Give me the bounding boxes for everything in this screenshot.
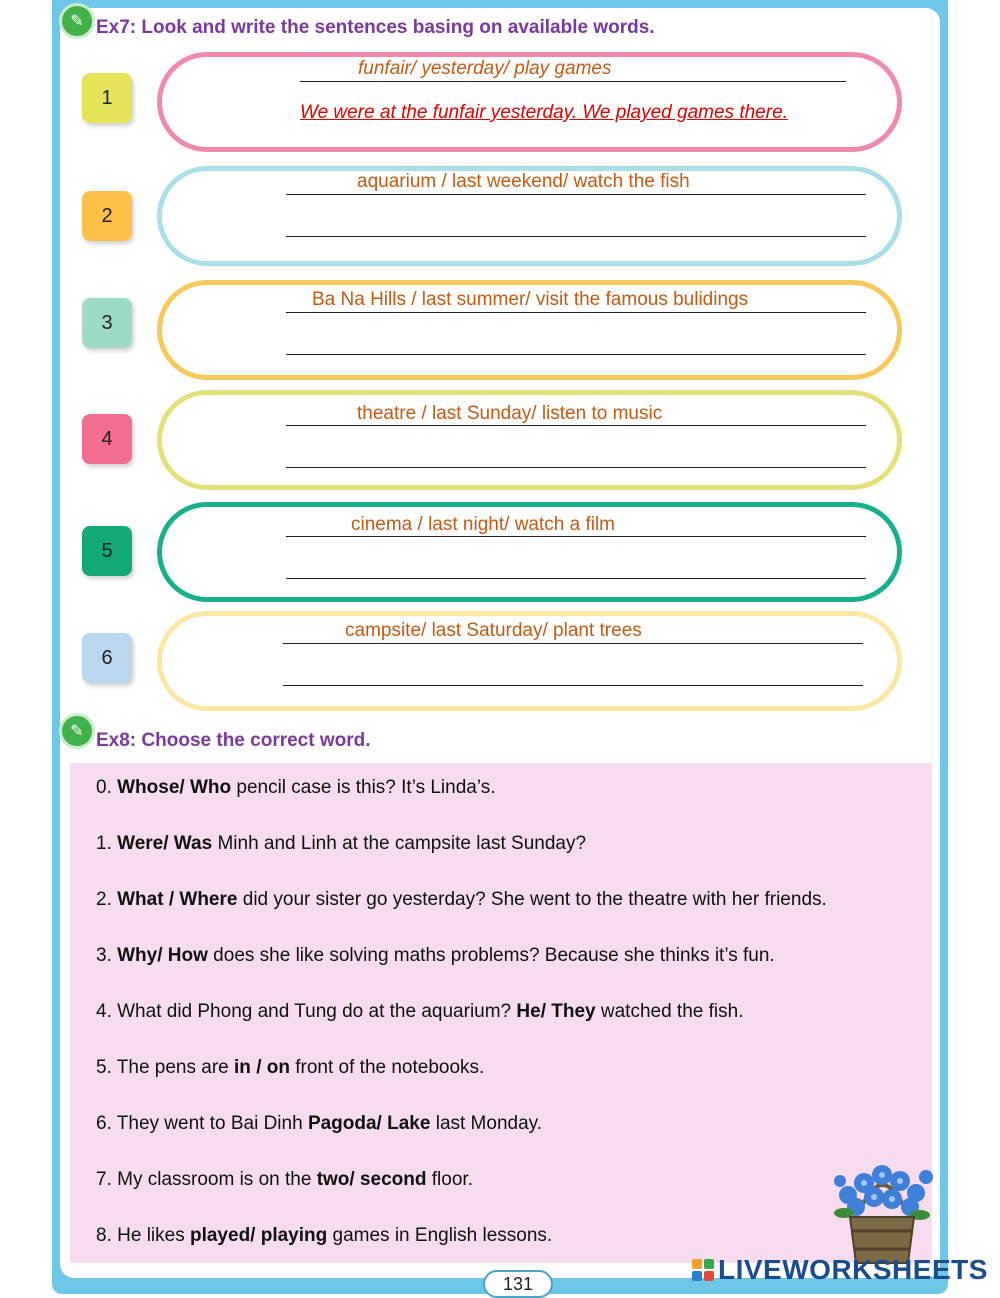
answer-line: [286, 425, 866, 426]
brand-name: LIVEWORKSHEETS: [718, 1254, 988, 1285]
question-item[interactable]: 4. What did Phong and Tung do at the aquarium? He/ They watched the fish.: [96, 1001, 744, 1022]
answer-input-line[interactable]: [286, 236, 866, 237]
item-number-badge: 4: [82, 414, 132, 464]
answer-line: [300, 81, 846, 82]
question-item[interactable]: 8. He likes played/ playing games in English lessons.: [96, 1225, 553, 1246]
item-number-badge: 2: [82, 191, 132, 241]
page-number: 131: [483, 1270, 553, 1298]
exercise-icon: ✎: [62, 716, 92, 746]
hint-text: funfair/ yesterday/ play games: [358, 58, 612, 79]
hint-text: Ba Na Hills / last summer/ visit the famous bulidings: [312, 289, 749, 310]
question-item[interactable]: 2. What / Where did your sister go yesterday? She went to the theatre with her friends.: [96, 889, 827, 910]
question-item[interactable]: 6. They went to Bai Dinh Pagoda/ Lake last Monday.: [96, 1113, 543, 1134]
item-number-badge: 5: [82, 526, 132, 576]
answer-line: [286, 536, 866, 537]
answer-input-line[interactable]: [286, 578, 866, 579]
item-number-badge: 1: [82, 73, 132, 123]
question-item[interactable]: 3. Why/ How does she like solving maths problems? Because she thinks it’s fun.: [96, 945, 775, 966]
flower-basket-icon: [828, 1155, 936, 1265]
hint-text: theatre / last Sunday/ listen to music: [357, 403, 663, 424]
question-item[interactable]: 0. Whose/ Who pencil case is this? It’s Linda’s.: [96, 777, 496, 798]
answer-line: [286, 312, 866, 313]
item-number-badge: 6: [82, 633, 132, 683]
item-number-badge: 3: [82, 298, 132, 348]
question-item[interactable]: 1. Were/ Was Minh and Linh at the campsite last Sunday?: [96, 833, 587, 854]
ex8-title: Ex8: Choose the correct word.: [96, 730, 371, 751]
brand-icon: [692, 1259, 714, 1281]
answer-text[interactable]: We were at the funfair yesterday. We played games there.: [300, 102, 788, 123]
answer-line: [283, 643, 863, 644]
answer-input-line[interactable]: [286, 354, 866, 355]
hint-text: aquarium / last weekend/ watch the fish: [357, 171, 690, 192]
ex7-title: Ex7: Look and write the sentences basing on available words.: [96, 17, 655, 38]
question-item[interactable]: 5. The pens are in / on front of the notebooks.: [96, 1057, 485, 1078]
answer-line: [286, 194, 866, 195]
question-item[interactable]: 7. My classroom is on the two/ second floor.: [96, 1169, 473, 1190]
answer-input-line[interactable]: [286, 467, 866, 468]
answer-input-line[interactable]: [283, 685, 863, 686]
hint-text: campsite/ last Saturday/ plant trees: [345, 620, 642, 641]
hint-text: cinema / last night/ watch a film: [351, 514, 615, 535]
exercise-icon: ✎: [62, 6, 92, 36]
liveworksheets-logo[interactable]: [692, 1254, 988, 1286]
